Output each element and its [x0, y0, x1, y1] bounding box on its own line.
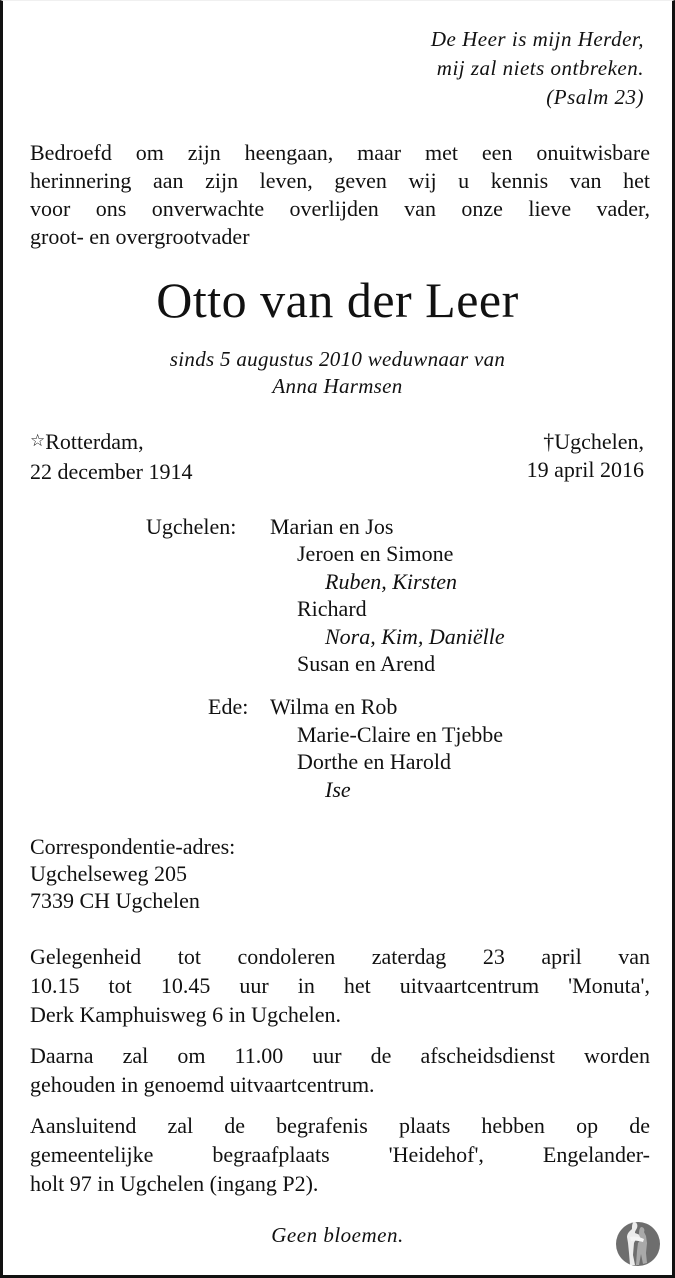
- family-member: Richard: [297, 596, 367, 621]
- grandchildren: Ise: [325, 777, 351, 802]
- spouse-name: Anna Harmsen: [272, 374, 403, 398]
- widower-note: [3, 346, 672, 400]
- death-info: [527, 428, 644, 484]
- burial-paragraph: [30, 1111, 650, 1198]
- death-place: Ugchelen,: [554, 429, 644, 454]
- embracing-figures-logo-icon: [614, 1219, 662, 1267]
- intro-line: groot- en overgrootvader: [30, 224, 250, 249]
- burial-line: gemeentelijke begraafplaats 'Heidehof', Engelander-: [30, 1142, 650, 1167]
- birth-place: Rotterdam,: [45, 429, 144, 454]
- address-city: 7339 CH Ugchelen: [30, 888, 200, 913]
- psalm-quote: [431, 25, 644, 112]
- widower-line: sinds 5 augustus 2010 weduwnaar van: [169, 347, 506, 371]
- family-member: Wilma en Rob: [270, 694, 398, 719]
- psalm-reference: (Psalm 23): [546, 85, 644, 109]
- family-member: Marie-Claire en Tjebbe: [297, 722, 504, 747]
- birth-date: 22 december 1914: [30, 459, 193, 484]
- intro-line: herinnering aan zijn leven, geven wij u kennis van het: [30, 168, 650, 193]
- correspondence-address: [30, 833, 235, 914]
- condolence-line: Derk Kamphuisweg 6 in Ugchelen.: [30, 1002, 341, 1027]
- condolence-paragraph: [30, 942, 650, 1029]
- family-member: Jeroen en Simone: [297, 541, 454, 566]
- no-flowers-note: Geen bloemen.: [271, 1223, 404, 1247]
- family-group-place: Ugchelen:: [146, 514, 237, 539]
- burial-line: Aansluitend zal de begrafenis plaats hebben op de: [30, 1113, 650, 1138]
- service-line: gehouden in genoemd uitvaartcentrum.: [30, 1072, 375, 1097]
- address-label: Correspondentie-adres:: [30, 834, 236, 859]
- burial-line: holt 97 in Ugchelen (ingang P2).: [30, 1171, 319, 1196]
- psalm-line: De Heer is mijn Herder,: [430, 27, 644, 51]
- birth-info: [30, 428, 193, 486]
- star-icon: ☆: [30, 431, 46, 450]
- intro-paragraph: [30, 139, 650, 251]
- address-street: Ugchelseweg 205: [30, 861, 188, 886]
- dagger-icon: †: [543, 429, 555, 454]
- family-member: Dorthe en Harold: [297, 749, 451, 774]
- condolence-line: Gelegenheid tot condoleren zaterdag 23 april van: [30, 944, 650, 969]
- psalm-line: mij zal niets ontbreken.: [436, 56, 644, 80]
- intro-line: voor ons onverwachte overlijden van onze lieve vader,: [30, 196, 650, 221]
- family-group-place: Ede:: [208, 694, 249, 719]
- family-member: Susan en Arend: [297, 651, 436, 676]
- grandchildren: Nora, Kim, Daniëlle: [325, 624, 505, 649]
- service-paragraph: [30, 1041, 650, 1099]
- death-date: 19 april 2016: [526, 457, 644, 482]
- family-member: Marian en Jos: [270, 514, 394, 539]
- grandchildren: Ruben, Kirsten: [325, 569, 457, 594]
- service-line: Daarna zal om 11.00 uur de afscheidsdienst worden: [30, 1043, 650, 1068]
- intro-line: Bedroefd om zijn heengaan, maar met een onuitwisbare: [30, 140, 650, 165]
- deceased-name: Otto van der Leer: [156, 272, 519, 328]
- condolence-line: 10.15 tot 10.45 uur in het uitvaartcentrum 'Monuta',: [30, 973, 650, 998]
